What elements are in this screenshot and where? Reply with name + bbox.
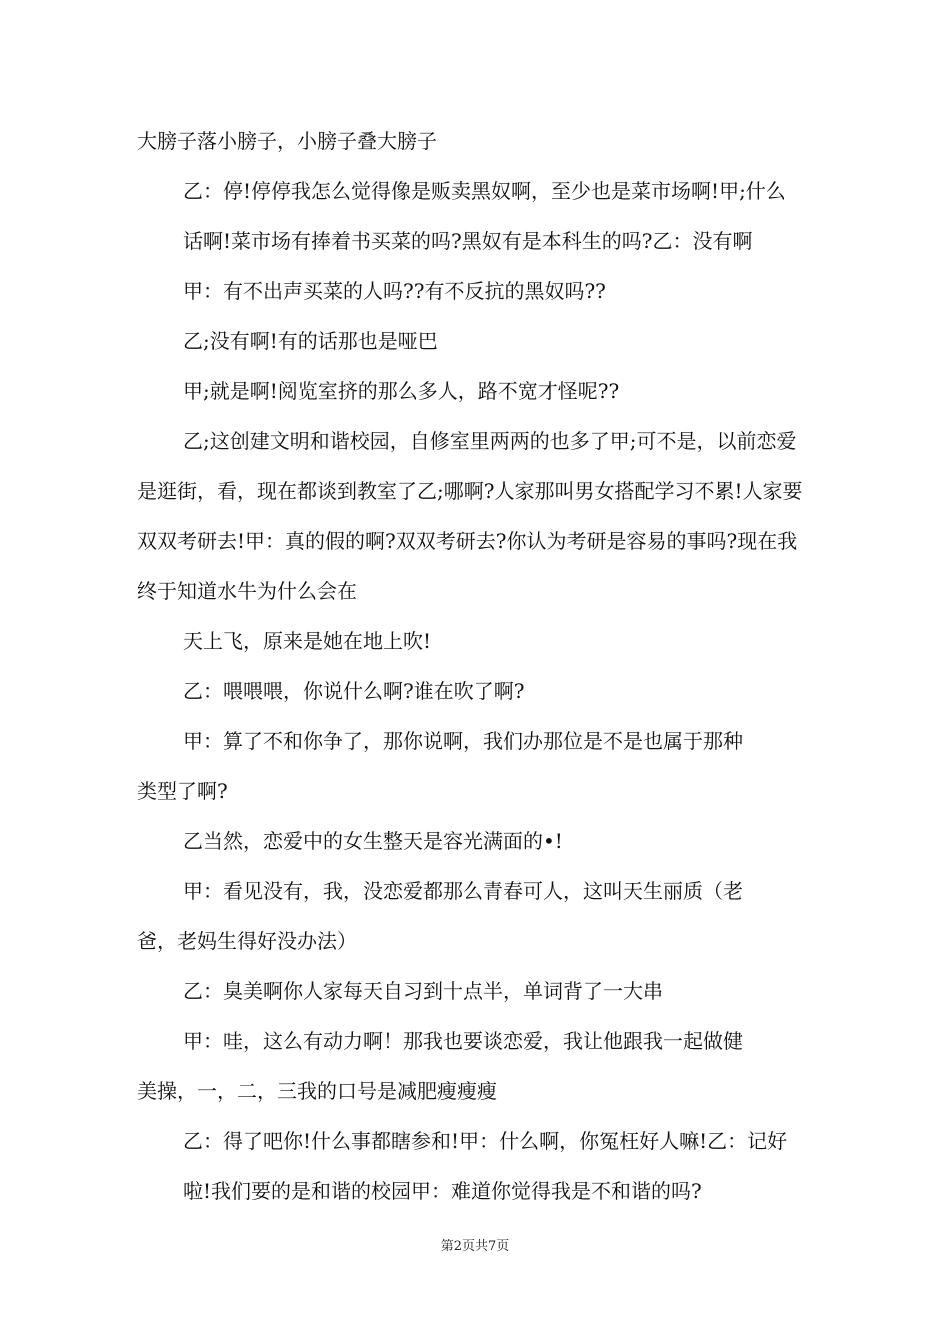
page-number-footer: 第2页共7页 <box>440 1239 510 1254</box>
text-line-21: 乙：得了吧你!什么事都瞎参和!甲：什么啊，你冤枉好人嘛!乙：记好 <box>183 1129 788 1153</box>
text-line-15: 乙当然，恋爱中的女生整天是容光满面的•! <box>183 829 563 853</box>
text-line-5: 乙;没有啊!有的话那也是哑巴 <box>183 329 438 353</box>
text-line-11: 天上飞，原来是她在地上吹! <box>183 629 432 653</box>
text-line-10: 终于知道水牛为什么会在 <box>137 579 357 603</box>
text-line-22: 啦!我们要的是和谐的校园甲：难道你觉得我是不和谐的吗? <box>183 1179 702 1203</box>
text-line-18: 乙：臭美啊你人家每天自习到十点半，单词背了一大串 <box>183 979 663 1003</box>
text-line-14: 类型了啊? <box>137 779 228 803</box>
text-line-17: 爸，老妈生得好没办法） <box>137 929 357 953</box>
text-line-2: 乙：停!停停我怎么觉得像是贩卖黑奴啊，至少也是菜市场啊!甲;什么 <box>183 179 786 203</box>
text-line-1: 大膀子落小膀子，小膀子叠大膀子 <box>137 129 437 153</box>
text-line-3: 话啊!菜市场有捧着书买菜的吗?黑奴有是本科生的吗?乙：没有啊 <box>183 229 753 253</box>
text-line-7: 乙;这创建文明和谐校园，自修室里两两的也多了甲;可不是，以前恋爱 <box>183 429 797 453</box>
text-line-19: 甲：哇，这么有动力啊！那我也要谈恋爱，我让他跟我一起做健 <box>183 1029 743 1053</box>
text-line-13: 甲：算了不和你争了，那你说啊，我们办那位是不是也属于那种 <box>183 729 743 753</box>
text-line-4: 甲：有不出声买菜的人吗??有不反抗的黑奴吗?? <box>183 279 606 303</box>
text-line-12: 乙：喂喂喂，你说什么啊?谁在吹了啊? <box>183 679 525 703</box>
text-line-20: 美操，一，二，三我的口号是减肥瘦瘦瘦 <box>137 1079 497 1103</box>
text-line-8: 是逛街，看，现在都谈到教室了乙;哪啊?人家那叫男女搭配学习不累!人家要 <box>137 479 803 503</box>
text-line-16: 甲：看见没有，我，没恋爱都那么青春可人，这叫天生丽质（老 <box>183 879 743 903</box>
text-line-9: 双双考研去!甲：真的假的啊?双双考研去?你认为考研是容易的事吗?现在我 <box>137 529 798 553</box>
text-line-6: 甲;就是啊!阅览室挤的那么多人，路不宽才怪呢?? <box>183 379 620 403</box>
